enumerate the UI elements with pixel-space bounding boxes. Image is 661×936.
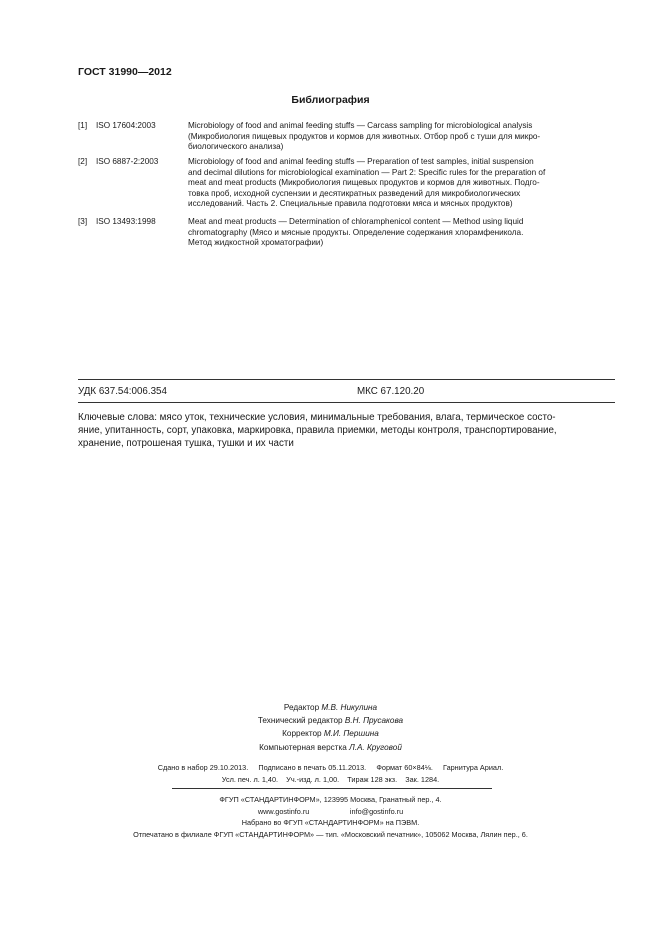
divider (78, 402, 615, 403)
bibliography-title: Библиография (291, 94, 370, 106)
reference-line: Microbiology of food and animal feeding stuffs — Carcass sampling for microbiological analysis (188, 121, 533, 130)
staff-name: Л.А. Круговой (349, 742, 402, 752)
layout-row (0, 741, 661, 754)
reference-line: chromatography (Мясо и мясные продукты. Определение содержания хлорамфеникола. (188, 227, 524, 237)
reference-code: ISO 13493:1998 (96, 217, 156, 226)
reference-line: Метод жидкостной хроматографии) (188, 238, 324, 248)
reference-text (188, 121, 615, 153)
divider (172, 788, 492, 789)
udk-code: УДК 637.54:006.354 (78, 386, 167, 397)
keywords (78, 411, 615, 451)
reference-line: Meat and meat products — Determination of chloramphenicol content — Method using liquid (188, 217, 524, 226)
editor-row (0, 701, 661, 714)
keywords-line: хранение, потрошеная тушка, тушки и их части (78, 438, 294, 450)
print-info (0, 762, 661, 785)
staff-name: М.И. Першина (323, 729, 379, 739)
staff-role: Редактор (283, 703, 320, 712)
reference-text (188, 157, 615, 210)
staff-role: Компьютерная верстка (259, 742, 347, 752)
print-info-line: Сдано в набор 29.10.2013. Подписано в печать 05.11.2013. Формат 60×84⅛. Гарнитура Ариал. (157, 763, 504, 772)
tech-editor-row (0, 714, 661, 727)
print-info-line: Усл. печ. л. 1,40. Уч.-изд. л. 1,00. Тираж 128 экз. Зак. 1284. (221, 774, 440, 784)
reference-number: [3] (78, 217, 88, 226)
reference-number: [2] (78, 157, 88, 166)
mks-code: МКС 67.120.20 (357, 386, 425, 397)
reference-code: ISO 6887-2:2003 (96, 157, 159, 166)
keywords-line: яние, упитанность, сорт, упаковка, маркировка, правила приемки, методы контроля, транспортирование, (78, 425, 557, 437)
reference-line: биологического анализа) (188, 142, 284, 152)
publisher-line: Набрано во ФГУП «СТАНДАРТИНФОРМ» на ПЭВМ. (241, 818, 420, 827)
publisher-line: ФГУП «СТАНДАРТИНФОРМ», 123995 Москва, Гранатный пер., 4. (219, 795, 442, 804)
corrector-row (0, 727, 661, 740)
reference-line: товка проб, исходной суспензии и десятикратных разведений для микробиологических (188, 188, 521, 198)
staff-name: М.В. Никулина (321, 703, 378, 712)
publisher-info (0, 794, 661, 840)
reference-text (188, 217, 615, 249)
reference-line: исследований. Часть 2. Специальные правила подготовки мяса и мясных продуктов) (188, 199, 513, 209)
reference-line: and decimal dilutions for microbiological examination — Part 2: Specific rules for the preparation of (188, 167, 546, 177)
reference-code: ISO 17604:2003 (96, 121, 156, 130)
staff-name: В.Н. Прусакова (344, 716, 404, 726)
editorial-staff (0, 701, 661, 754)
staff-role: Технический редактор (257, 716, 343, 726)
publisher-line: www.gostinfo.ru info@gostinfo.ru (257, 806, 404, 816)
reference-number: [1] (78, 121, 88, 130)
standard-number: ГОСТ 31990—2012 (78, 66, 172, 78)
divider (78, 379, 615, 380)
reference-line: meat and meat products (Микробиология пищевых продуктов и кормов для животных. Подго- (188, 178, 540, 188)
publisher-line: Отпечатано в филиале ФГУП «СТАНДАРТИНФОРМ» — тип. «Московский печатник», 105062 Москва, Лялин пер., 6. (133, 829, 528, 839)
reference-line: Microbiology of food and animal feeding stuffs — Preparation of test samples, initial suspension (188, 157, 534, 166)
keywords-line: Ключевые слова: мясо уток, технические условия, минимальные требования, влага, термическое состо- (78, 412, 556, 423)
staff-role: Корректор (282, 729, 322, 739)
reference-line: (Микробиология пищевых продуктов и кормов для животных. Отбор проб с туши для микро- (188, 131, 541, 141)
